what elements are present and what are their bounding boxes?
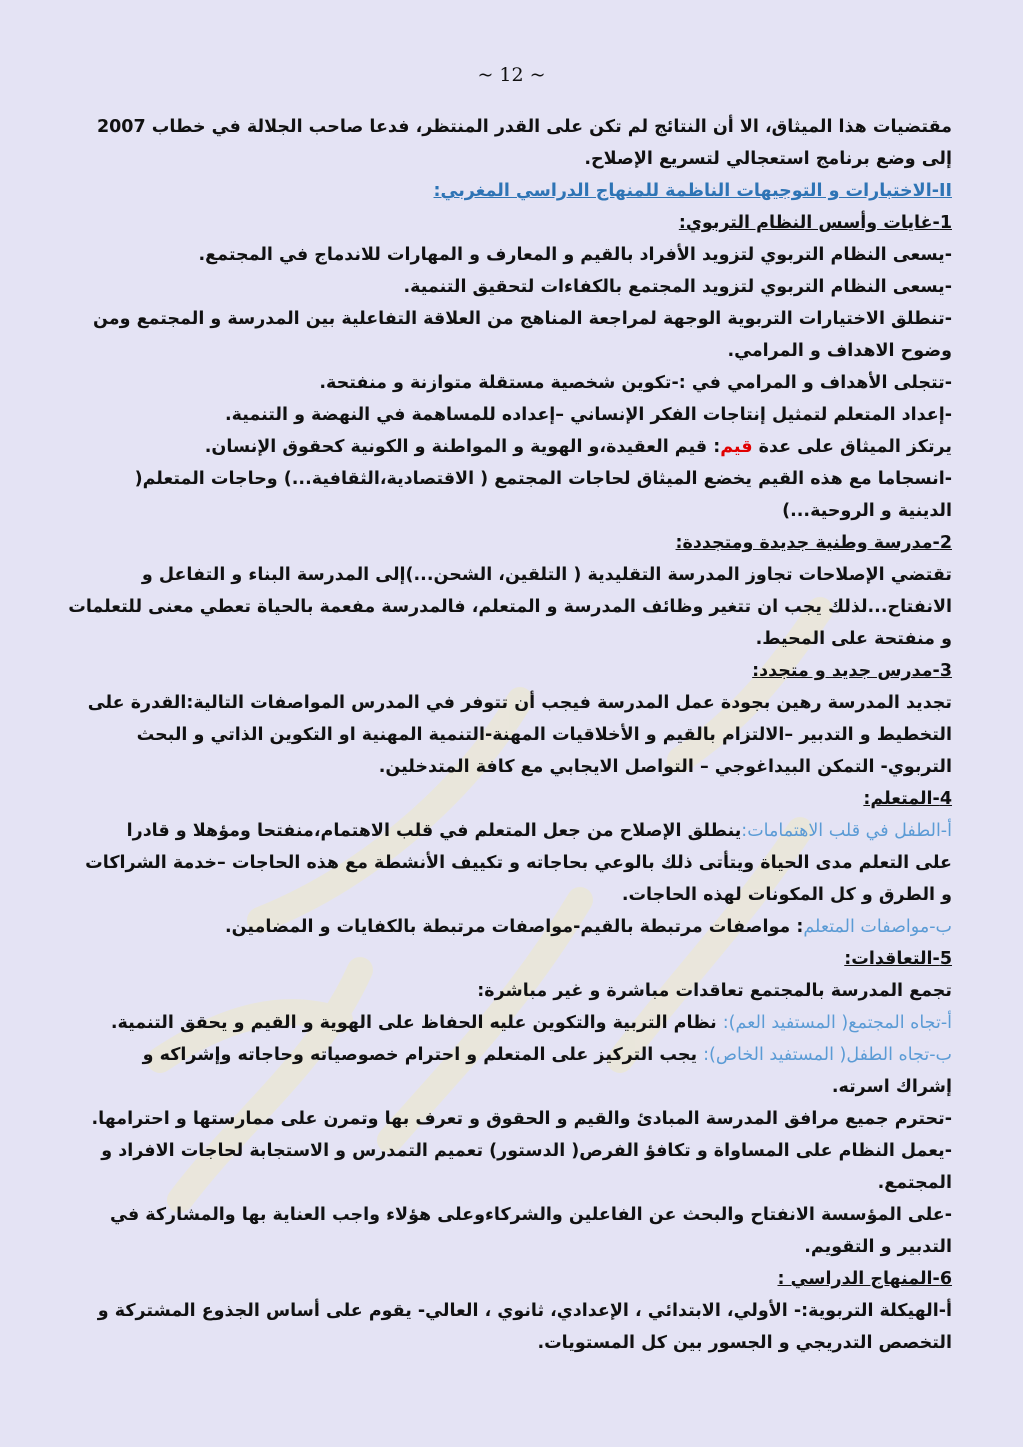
text-line	[40, 303, 952, 335]
sub-heading-label: أ-تجاه المجتمع( المستفيد العم):	[722, 1013, 952, 1033]
text-line	[40, 1231, 952, 1263]
text-line	[40, 1007, 952, 1039]
text-line	[40, 367, 952, 399]
line-text: -انسجاما مع هذه القيم يخضع الميثاق لحاجات المجتمع ( الاقتصادية،الثقافية...) وحاجات المتعلم(	[134, 469, 952, 489]
line-text: -على المؤسسة الانفتاح والبحث عن الفاعلين والشركاءوعلى هؤلاء واجب العناية بها والمشاركة في	[110, 1205, 952, 1225]
section-heading	[40, 1263, 952, 1295]
section-heading	[40, 207, 952, 239]
text-line	[40, 1103, 952, 1135]
text-line	[40, 335, 952, 367]
sub-heading-label: ب-مواصفات المتعلم	[803, 917, 952, 937]
text-line	[40, 143, 952, 175]
line-text: -يعمل النظام على المساواة و تكافؤ الفرص( الدستور) تعميم التمدرس و الاستجابة لحاجات الافراد و	[101, 1141, 952, 1161]
text-line	[40, 1039, 952, 1071]
sub-heading-label: ب-تجاه الطفل( المستفيد الخاص):	[703, 1045, 952, 1065]
text-line	[40, 111, 952, 143]
line-text: 2-مدرسة وطنية جديدة ومتجددة:	[675, 533, 952, 553]
line-text: التربوي- التمكن البيداغوجي – التواصل الايجابي مع كافة المتدخلين.	[378, 757, 952, 777]
line-text: مقتضيات هذا الميثاق، الا أن النتائج لم تكن على القدر المنتظر، فدعا صاحب الجلالة في خطاب 2007	[96, 117, 952, 137]
line-text: تجمع المدرسة بالمجتمع تعاقدات مباشرة و غير مباشرة:	[477, 981, 952, 1001]
line-text: II-الاختبارات و التوجيهات الناظمة للمنهاج الدراسي المغربي:	[433, 181, 952, 201]
sub-heading-label: أ-الطفل في قلب الاهتمامات:	[741, 821, 952, 841]
section-heading	[40, 943, 952, 975]
line-text: التخطيط و التدبير –الالتزام بالقيم و الأخلاقيات المهنة-التنمية المهنية او التكوين الذاتي و البحث	[136, 725, 952, 745]
line-text: و منفتحة على المحيط.	[755, 629, 952, 649]
line-text: الانفتاح...لذلك يجب ان تتغير وظائف المدرسة و المتعلم، فالمدرسة مفعمة بالحياة تعطي معنى للتعلمات	[68, 597, 952, 617]
text-line	[40, 847, 952, 879]
line-text: 1-غايات وأسس النظام التربوي:	[678, 213, 952, 233]
line-text: الدينية و الروحية...)	[782, 501, 952, 521]
text-line	[40, 559, 952, 591]
text-line	[40, 1295, 952, 1327]
text-line	[40, 271, 952, 303]
line-text: و الطرق و كل المكونات لهذه الحاجات.	[621, 885, 952, 905]
line-text: التخصص التدريجي و الجسور بين كل المستويات.	[537, 1333, 952, 1353]
line-text: التدبير و التقويم.	[804, 1237, 952, 1257]
text-line	[40, 687, 952, 719]
text-line	[40, 239, 952, 271]
section-heading	[40, 655, 952, 687]
line-text: إشراك اسرته.	[831, 1077, 952, 1097]
text-line	[40, 975, 952, 1007]
page-number: ~ 12 ~	[477, 64, 546, 86]
text-line	[40, 911, 952, 943]
text-line	[40, 879, 952, 911]
text-line	[40, 431, 952, 463]
section-heading	[40, 175, 952, 207]
line-text: على التعلم مدى الحياة ويتأتى ذلك بالوعي بحاجاته و تكييف الأنشطة مع هذه الحاجات –خدمة الشراكات	[85, 853, 952, 873]
line-text: 4-المتعلم:	[863, 789, 952, 809]
line-text: 6-المنهاج الدراسي :	[777, 1269, 952, 1289]
text-line	[40, 1327, 952, 1359]
line-text: 3-مدرس جديد و متجدد:	[752, 661, 952, 681]
line-text: -يسعى النظام التربوي لتزويد المجتمع بالكفاءات لتحقيق التنمية.	[403, 277, 952, 297]
line-text: تقتضي الإصلاحات تجاوز المدرسة التقليدية ( التلقين، الشحن...)إلى المدرسة البناء و التفاعل و	[141, 565, 952, 585]
line-text: -تتجلى الأهداف و المرامي في :-تكوين شخصية مستقلة متوازنة و منفتحة.	[319, 373, 952, 393]
text-line	[40, 495, 952, 527]
section-heading	[40, 527, 952, 559]
text-line	[40, 591, 952, 623]
text-line	[40, 1199, 952, 1231]
text-line	[40, 751, 952, 783]
text-line	[40, 1167, 952, 1199]
line-text: نظام التربية والتكوين عليه الحفاظ على الهوية و القيم و يحقق التنمية.	[110, 1013, 723, 1033]
line-text-prefix: يرتكز الميثاق على عدة	[752, 437, 952, 457]
line-text: إلى وضع برنامج استعجالي لتسريع الإصلاح.	[584, 149, 952, 169]
line-text: يجب التركيز على المتعلم و احترام خصوصياته وحاجاته وإشراكه و	[142, 1045, 704, 1065]
text-line	[40, 719, 952, 751]
text-line	[40, 1071, 952, 1103]
line-text: -يسعى النظام التربوي لتزويد الأفراد بالقيم و المعارف و المهارات للاندماج في المجتمع.	[198, 245, 952, 265]
text-line	[40, 399, 952, 431]
line-text: : قيم العقيدة،و الهوية و المواطنة و الكونية كحقوق الإنسان.	[204, 437, 721, 457]
line-text: -تحترم جميع مرافق المدرسة المبادئ والقيم و الحقوق و تعرف بها وتمرن على ممارستها و احترامها.	[91, 1109, 952, 1129]
text-line	[40, 623, 952, 655]
line-text: 5-التعاقدات:	[844, 949, 952, 969]
line-text: وضوح الاهداف و المرامي.	[727, 341, 952, 361]
line-text: ينطلق الإصلاح من جعل المتعلم في قلب الاهتمام،منفتحا ومؤهلا و قادرا	[126, 821, 742, 841]
line-text: المجتمع.	[877, 1173, 952, 1193]
text-line	[40, 815, 952, 847]
line-text: : مواصفات مرتبطة بالقيم-مواصفات مرتبطة بالكفايات و المضامين.	[225, 917, 804, 937]
line-text: تجديد المدرسة رهين بجودة عمل المدرسة فيجب أن تتوفر في المدرس المواصفات التالية:القدرة على	[87, 693, 952, 713]
line-text: -إعداد المتعلم لتمثيل إنتاجات الفكر الإنساني –إعداده للمساهمة في النهضة و التنمية.	[225, 405, 952, 425]
line-text: أ-الهيكلة التربوية:- الأولي، الابتدائي ، الإعدادي، ثانوي ، العالي- يقوم على أساس الجذوع المشتركة و	[97, 1301, 952, 1321]
text-line	[40, 463, 952, 495]
highlighted-word: قيم	[720, 437, 753, 457]
document-body	[40, 111, 952, 1359]
text-line	[40, 1135, 952, 1167]
section-heading	[40, 783, 952, 815]
line-text: -تنطلق الاختيارات التربوية الوجهة لمراجعة المناهج من العلاقة التفاعلية بين المدرسة و المجتمع ومن	[93, 309, 952, 329]
